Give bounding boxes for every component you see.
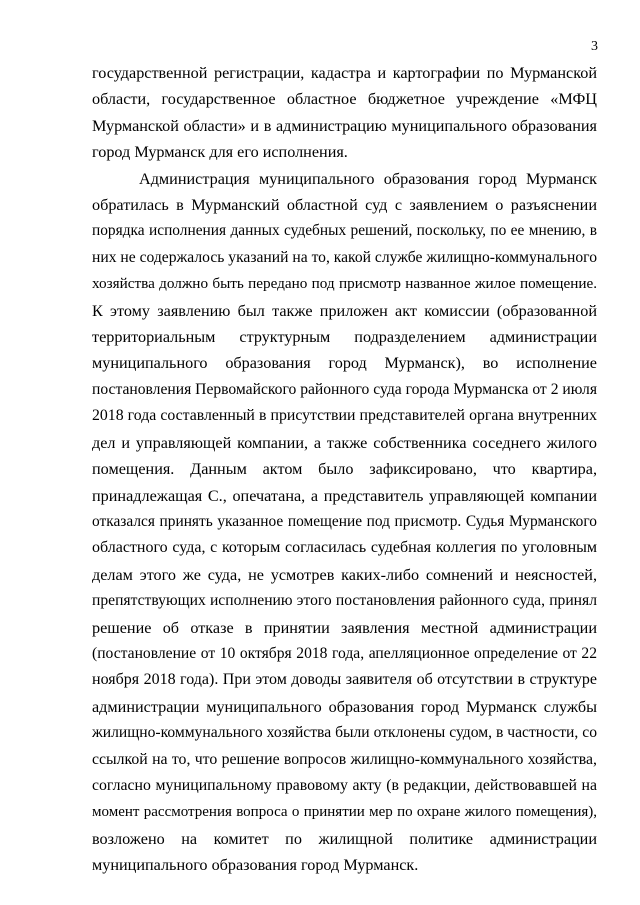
text-line: жилищно-коммунального хозяйства были отклонены судом, в частности, со — [92, 724, 597, 742]
text-line: Администрация муниципального образования город Мурманск — [139, 169, 597, 188]
text-line: принадлежащая С., опечатана, а представитель управляющей компании — [92, 486, 597, 505]
text-line: 2018 года составленный в присутствии представителей органа внутренних — [92, 407, 597, 425]
text-line: ноября 2018 года). При этом доводы заявителя об отсутствии в структуре — [92, 671, 597, 689]
document-body — [92, 60, 597, 879]
text-line: город Мурманск для его исполнения. — [92, 143, 348, 162]
text-line: К этому заявлению был также приложен акт комиссии (образованной — [92, 301, 597, 320]
text-line: области, государственное областное бюджетное учреждение «МФЦ — [92, 90, 597, 109]
text-line: ссылкой на то, что решение вопросов жилищно-коммунального хозяйства, — [92, 750, 597, 768]
text-line: (постановление от 10 октября 2018 года, апелляционное определение от 22 — [92, 644, 597, 662]
text-line: территориальным структурным подразделением администрации — [92, 328, 597, 347]
text-line: дел и управляющей компании, а также собственника соседнего жилого — [92, 433, 597, 452]
text-line: делам этого же суда, не усмотрев каких-либо сомнений и неясностей, — [92, 565, 597, 584]
text-line: препятствующих исполнению этого постановления районного суда, принял — [92, 592, 597, 610]
text-line: решение об отказе в принятии заявления местной администрации — [92, 618, 597, 637]
text-line: обратилась в Мурманский областной суд с заявлением о разъяснении — [92, 196, 597, 215]
text-line: отказался принять указанное помещение под присмотр. Судья Мурманского — [92, 512, 597, 530]
text-line: Мурманской области» и в администрацию муниципального образования — [92, 116, 597, 135]
text-line: момент рассмотрения вопроса о принятии мер по охране жилого помещения), — [92, 804, 597, 821]
text-line: постановления Первомайского районного суда города Мурманска от 2 июля — [92, 380, 597, 398]
text-line: согласно муниципальному правовому акту (в редакции, действовавшей на — [92, 776, 597, 794]
page-number: 3 — [591, 39, 598, 54]
text-line: областного суда, с которым согласилась судебная коллегия по уголовным — [92, 539, 597, 557]
text-line: муниципального образования город Мурманск), во исполнение — [92, 354, 597, 373]
text-line: администрации муниципального образования город Мурманск службы — [92, 697, 597, 716]
text-line: порядка исполнения данных судебных решений, поскольку, по ее мнению, в — [92, 222, 597, 240]
text-line: государственной регистрации, кадастра и картографии по Мурманской — [92, 64, 597, 82]
text-line: возложено на комитет по жилищной политике администрации — [92, 829, 597, 848]
text-line: муниципального образования город Мурманск. — [92, 856, 419, 875]
text-line: хозяйства должно быть передано под присмотр названное жилое помещение. — [92, 275, 597, 293]
text-line: них не содержалось указаний на то, какой службе жилищно-коммунального — [92, 248, 597, 266]
text-line: помещения. Данным актом было зафиксировано, что квартира, — [92, 460, 597, 479]
